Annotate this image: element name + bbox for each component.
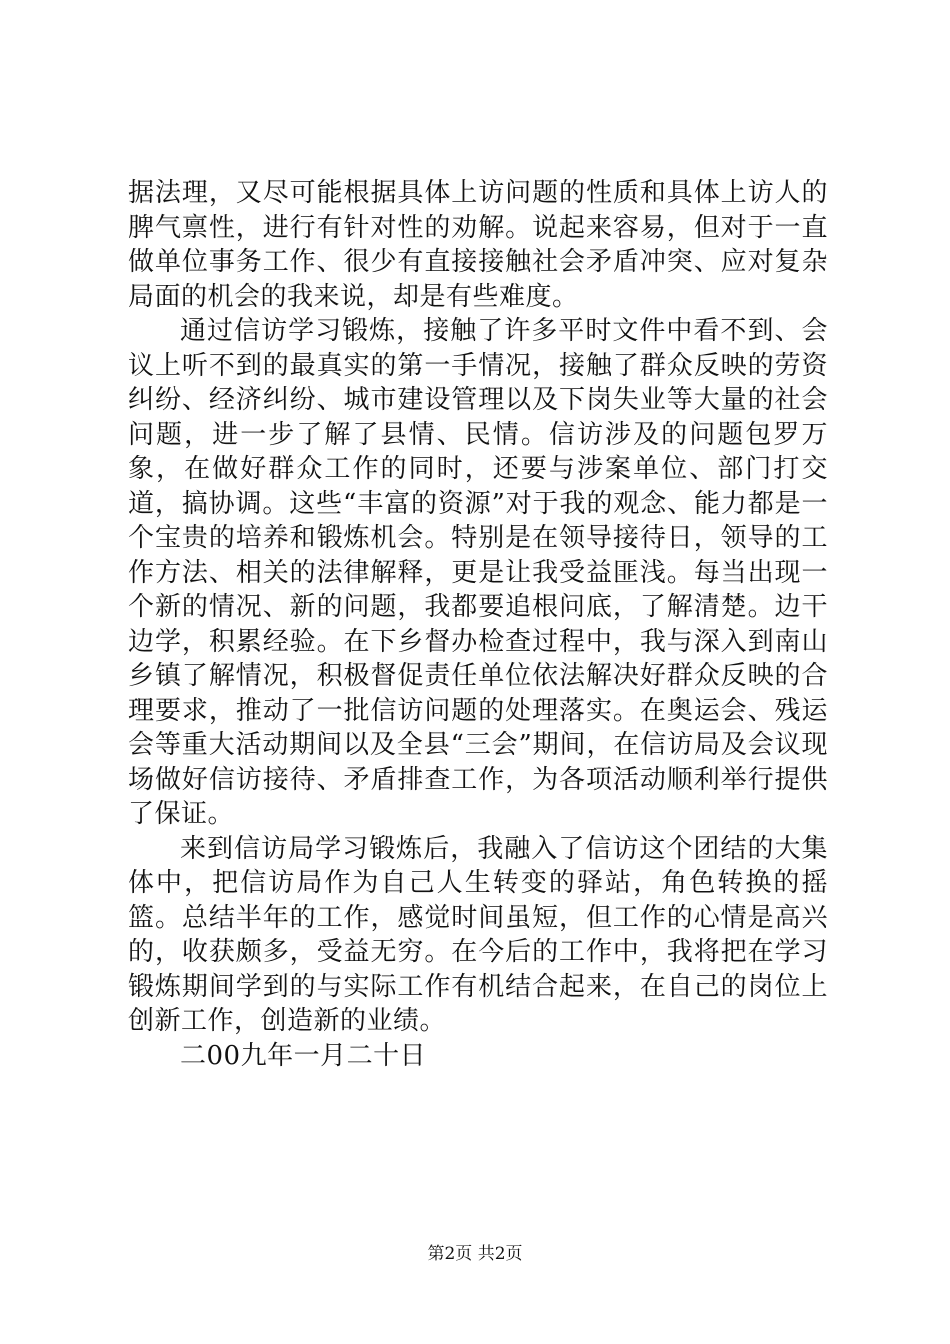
- document-date: 二00九年一月二十日: [180, 1040, 427, 1071]
- paragraph-3: 来到信访局学习锻炼后，我融入了信访这个团结的大集体中，把信访局作为自己人生转变的驿站，角色转换的摇篮。总结半年的工作，感觉时间虽短，但工作的心情是高兴的，收获颇多，受益无穷。在今后的工作中，我将把在学习锻炼期间学到的与实际工作有机结合起来，在自己的岗位上创新工作，创造新的业绩。: [128, 833, 828, 1036]
- document-body: [128, 176, 828, 1073]
- page-footer: 第2页 共2页: [427, 1244, 523, 1264]
- paragraph-1: 据法理，又尽可能根据具体上访问题的性质和具体上访人的脾气禀性，进行有针对性的劝解。说起来容易，但对于一直做单位事务工作、很少有直接接触社会矛盾冲突、应对复杂局面的机会的我来说，却是有些难度。: [128, 178, 828, 312]
- paragraph-2: 通过信访学习锻炼，接触了许多平时文件中看不到、会议上听不到的最真实的第一手情况，接触了群众反映的劳资纠纷、经济纠纷、城市建设管理以及下岗失业等大量的社会问题，进一步了解了县情、民情。信访涉及的问题包罗万象，在做好群众工作的同时，还要与涉案单位、部门打交道，搞协调。这些“丰富的资源”对于我的观念、能力都是一个宝贵的培养和锻炼机会。特别是在领导接待日，领导的工作方法、相关的法律解释，更是让我受益匪浅。每当出现一个新的情况、新的问题，我都要追根问底，了解清楚。边干边学，积累经验。在下乡督办检查过程中，我与深入到南山乡镇了解情况，积极督促责任单位依法解决好群众反映的合理要求，推动了一批信访问题的处理落实。在奥运会、残运会等重大活动期间以及全县“三会”期间，在信访局及会议现场做好信访接待、矛盾排查工作，为各项活动顺利举行提供了保证。: [128, 316, 828, 829]
